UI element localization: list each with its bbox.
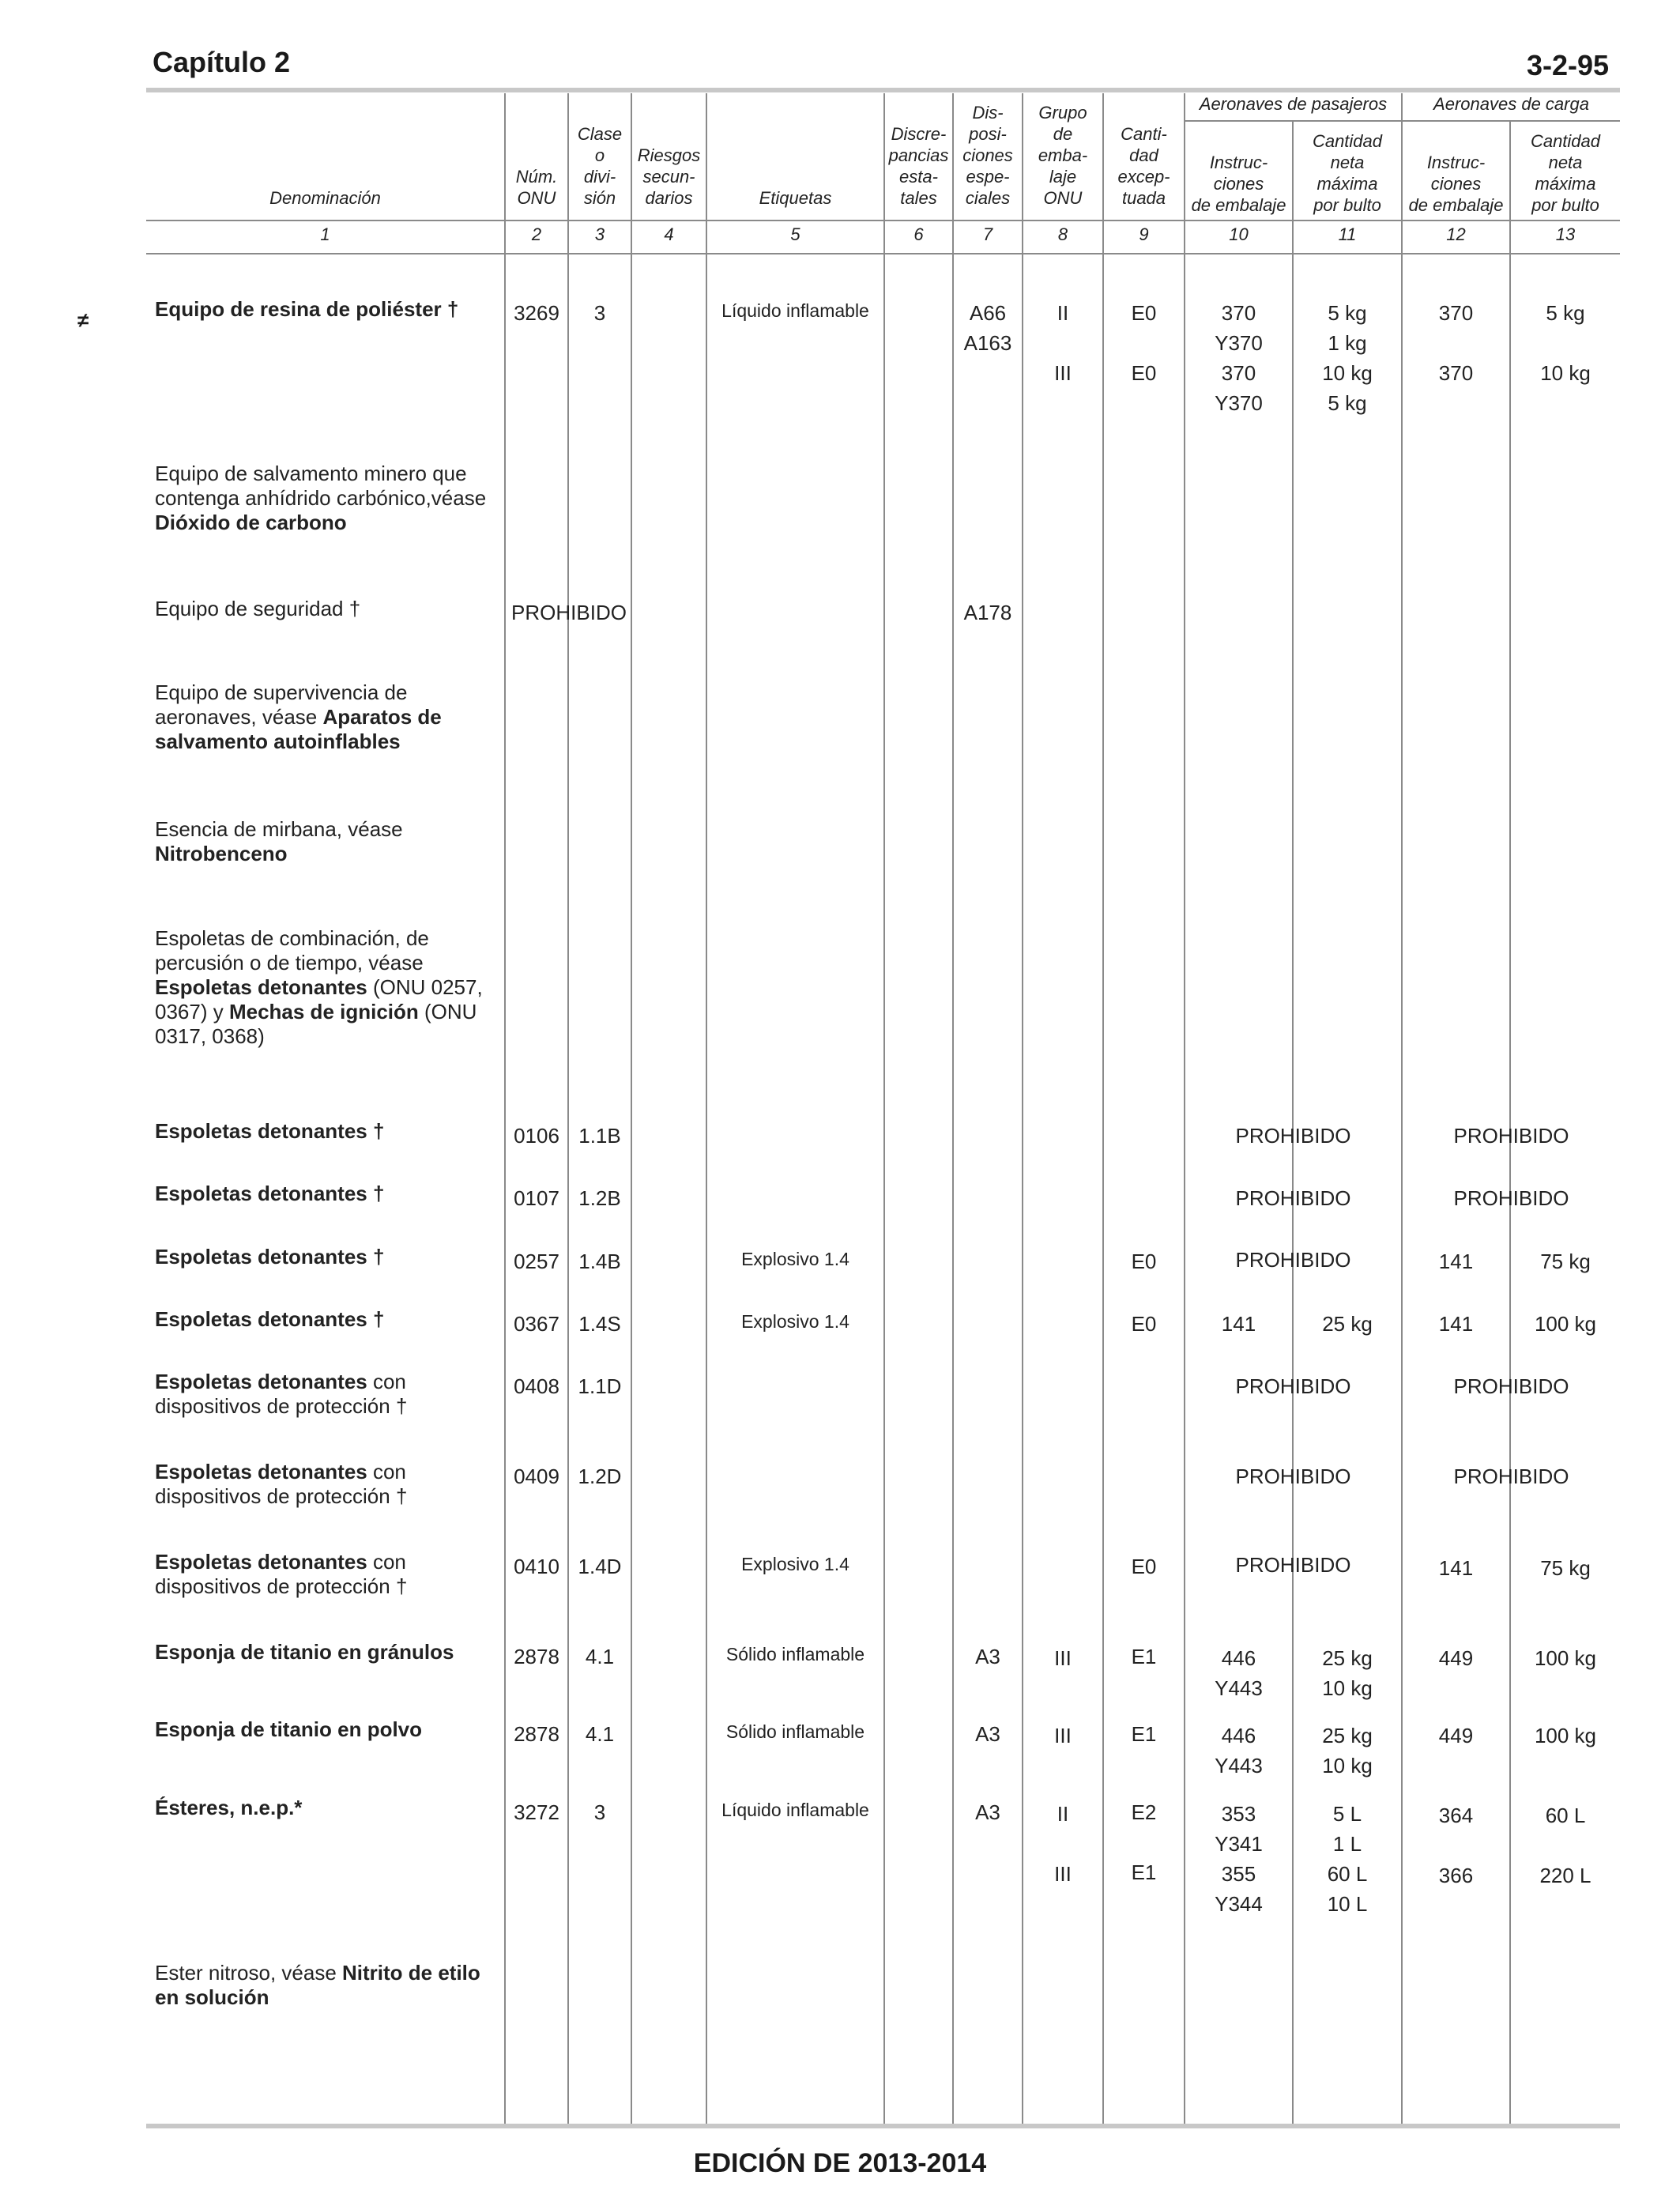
cargo-prohibited: PROHIBIDO <box>1453 1124 1569 1148</box>
entry-name: Equipo de seguridad † <box>155 597 361 620</box>
col-number: 7 <box>982 224 993 244</box>
cargo-instructions: 141 <box>1438 1250 1474 1273</box>
label: Explosivo 1.4 <box>741 1554 849 1574</box>
label: Sólido inflamable <box>725 1644 865 1664</box>
excepted-quantity: E1 <box>1131 1645 1157 1668</box>
entry-name: Esponja de titanio en polvo <box>155 1717 423 1741</box>
special-provisions: A178 <box>963 601 1012 624</box>
excepted-quantity: E0 <box>1131 1312 1157 1336</box>
entry-name: Espoletas detonantes con dispositivos de protección † <box>155 1550 408 1598</box>
entry-name: Espoletas de combinación, de percusión o de tiempo, véase Espoletas detonantes (ONU 0257, 0367) y Mechas de ignición (ONU 0317, 0368) <box>155 926 483 1048</box>
col-number: 10 <box>1229 224 1249 244</box>
header-riesgos: Riesgos secun- darios <box>637 145 701 208</box>
passenger-quantity: 5 L 1 L 60 L 10 L <box>1327 1802 1368 1916</box>
un-number: 3269 <box>514 301 559 325</box>
cargo-instructions: 449 <box>1438 1646 1474 1670</box>
passenger-prohibited: PROHIBIDO <box>1235 1465 1351 1488</box>
cargo-instructions: 141 <box>1438 1312 1474 1336</box>
excepted-quantity: E0 <box>1131 1555 1157 1578</box>
excepted-quantity: E0 <box>1131 1250 1157 1273</box>
class: 1.4S <box>578 1312 621 1336</box>
header-disposiciones: Dis- posi- ciones espe- ciales <box>962 103 1013 208</box>
entry-name: Espoletas detonantes † <box>155 1307 385 1331</box>
label: Explosivo 1.4 <box>741 1311 849 1332</box>
col-number: 5 <box>790 224 800 244</box>
page-number: 3-2-95 <box>1526 49 1609 81</box>
entry-name: Espoletas detonantes con dispositivos de protección † <box>155 1370 408 1418</box>
packing-group: II III <box>1054 301 1072 385</box>
un-number: 0409 <box>514 1465 559 1488</box>
class: 1.2B <box>578 1186 621 1210</box>
entry-name: Equipo de supervivencia de aeronaves, véase Aparatos de salvamento autoinflables <box>155 680 442 753</box>
col-number: 12 <box>1446 224 1466 244</box>
header-cantidad-exceptuada: Canti- dad excep- tuada <box>1117 124 1170 208</box>
col-divider <box>883 93 885 2124</box>
entry-name: Ésteres, n.e.p.* <box>155 1796 303 1819</box>
cargo-prohibited: PROHIBIDO <box>1453 1374 1569 1398</box>
header-cantidad-carga: Cantidad neta máxima por bulto <box>1530 131 1601 215</box>
cargo-prohibited: PROHIBIDO <box>1453 1186 1569 1210</box>
excepted-quantity: E1 <box>1131 1722 1157 1746</box>
cargo-quantity: 100 kg <box>1534 1312 1597 1336</box>
col-number: 6 <box>913 224 924 244</box>
header-clase: Clase o divi- sión <box>577 124 623 208</box>
col-number: 2 <box>531 224 542 244</box>
cargo-quantity: 100 kg <box>1534 1724 1597 1747</box>
entry-name: Ester nitroso, véase Nitrito de etilo en solución <box>155 1961 480 2009</box>
un-number: 3272 <box>514 1800 559 1824</box>
header-denominacion: Denominación <box>269 188 381 208</box>
header-instrucciones-carga: Instruc- ciones de embalaje <box>1408 153 1504 215</box>
special-provisions: A3 <box>975 1645 1000 1668</box>
class: 1.4D <box>578 1555 622 1578</box>
class: 4.1 <box>585 1722 615 1746</box>
passenger-quantity: 5 kg 1 kg 10 kg 5 kg <box>1322 301 1373 415</box>
passenger-quantity: 25 kg 10 kg <box>1322 1724 1373 1777</box>
un-number: 2878 <box>514 1645 559 1668</box>
edition-footer: EDICIÓN DE 2013-2014 <box>693 2148 987 2178</box>
header-rule <box>146 253 1620 254</box>
class: 1.4B <box>578 1250 621 1273</box>
label: Líquido inflamable <box>721 300 869 321</box>
entry-name: Equipo de salvamento minero que contenga anhídrido carbónico,véase Dióxido de carbono <box>155 462 487 534</box>
header-instrucciones-pasajeros: Instruc- ciones de embalaje <box>1191 153 1286 215</box>
packing-group: III <box>1054 1646 1072 1670</box>
un-number: 2878 <box>514 1722 559 1746</box>
class: 1.2D <box>578 1465 622 1488</box>
cargo-quantity: 75 kg <box>1540 1250 1591 1273</box>
packing-group: III <box>1054 1724 1072 1747</box>
un-number: 0106 <box>514 1124 559 1148</box>
passenger-prohibited: PROHIBIDO <box>1235 1248 1351 1272</box>
cargo-instructions: 449 <box>1438 1724 1474 1747</box>
special-provisions: A66 A163 <box>963 301 1012 355</box>
label: Sólido inflamable <box>725 1721 865 1742</box>
cargo-quantity: 100 kg <box>1534 1646 1597 1670</box>
passenger-prohibited: PROHIBIDO <box>1235 1124 1351 1148</box>
entry-name: Esencia de mirbana, véase Nitrobenceno <box>155 817 403 865</box>
col-number: 9 <box>1139 224 1149 244</box>
entry-name: Espoletas detonantes con dispositivos de protección † <box>155 1460 408 1508</box>
label: Explosivo 1.4 <box>741 1249 849 1269</box>
entry-name: Equipo de resina de poliéster † <box>155 297 459 321</box>
passenger-instructions: 370 Y370 370 Y370 <box>1215 301 1263 415</box>
passenger-instructions: 446 Y443 <box>1215 1724 1263 1777</box>
col-number: 11 <box>1338 224 1357 244</box>
passenger-instructions: 141 <box>1221 1312 1256 1336</box>
header-rule <box>146 220 1620 221</box>
entry-name: Espoletas detonantes † <box>155 1182 385 1205</box>
chapter-title: Capítulo 2 <box>153 46 291 78</box>
passenger-prohibited: PROHIBIDO <box>1235 1374 1351 1398</box>
col-number: 13 <box>1555 224 1576 244</box>
un-number: 0410 <box>514 1555 559 1578</box>
un-number: 0367 <box>514 1312 559 1336</box>
special-provisions: A3 <box>975 1800 1000 1824</box>
passenger-instructions: 353 Y341 355 Y344 <box>1215 1802 1263 1916</box>
class: 3 <box>593 301 606 325</box>
change-marker: ≠ <box>77 308 89 332</box>
passenger-quantity: 25 kg 10 kg <box>1322 1646 1373 1700</box>
excepted-quantity: E0 E0 <box>1131 301 1157 385</box>
col-number: 4 <box>664 224 674 244</box>
cargo-quantity: 75 kg <box>1540 1556 1591 1580</box>
bottom-rule <box>146 2124 1620 2128</box>
label: Líquido inflamable <box>721 1800 869 1820</box>
header-discrepancias: Discre- pancias esta- tales <box>888 124 949 208</box>
un-number: 0257 <box>514 1250 559 1273</box>
header-aeronaves-pasajeros: Aeronaves de pasajeros <box>1199 94 1388 114</box>
passenger-instructions: 446 Y443 <box>1215 1646 1263 1700</box>
special-provisions: A3 <box>975 1722 1000 1746</box>
col-number: 8 <box>1057 224 1068 244</box>
cargo-instructions: 364 366 <box>1438 1804 1474 1887</box>
class: 1.1D <box>578 1374 622 1398</box>
cargo-quantity: 60 L 220 L <box>1539 1804 1591 1887</box>
packing-group: II III <box>1054 1802 1072 1886</box>
header-aeronaves-carga: Aeronaves de carga <box>1433 94 1589 114</box>
col-divider <box>631 93 632 2124</box>
passenger-prohibited: PROHIBIDO <box>1235 1553 1351 1577</box>
entry-name: Espoletas detonantes † <box>155 1119 385 1143</box>
un-number: 0107 <box>514 1186 559 1210</box>
header-etiquetas: Etiquetas <box>759 188 832 208</box>
prohibited: PROHIBIDO <box>511 601 627 624</box>
col-number: 3 <box>594 224 605 244</box>
class: 3 <box>593 1800 606 1824</box>
excepted-quantity: E2 E1 <box>1131 1800 1157 1884</box>
cargo-quantity: 5 kg 10 kg <box>1540 301 1591 385</box>
passenger-prohibited: PROHIBIDO <box>1235 1186 1351 1210</box>
cargo-prohibited: PROHIBIDO <box>1453 1465 1569 1488</box>
header-num-onu: Núm. ONU <box>515 167 558 208</box>
class: 1.1B <box>578 1124 621 1148</box>
entry-name: Espoletas detonantes † <box>155 1245 385 1269</box>
col-number: 1 <box>320 224 330 244</box>
cargo-instructions: 141 <box>1438 1556 1474 1580</box>
header-cantidad-pasajeros: Cantidad neta máxima por bulto <box>1312 131 1383 215</box>
cargo-instructions: 370 370 <box>1438 301 1474 385</box>
passenger-quantity: 25 kg <box>1322 1312 1373 1336</box>
class: 4.1 <box>585 1645 615 1668</box>
top-rule <box>146 88 1620 92</box>
header-grupo-embalaje: Grupo de emba- laje ONU <box>1038 103 1088 208</box>
entry-name: Esponja de titanio en gránulos <box>155 1640 454 1664</box>
un-number: 0408 <box>514 1374 559 1398</box>
group-header-rule <box>1184 120 1620 122</box>
